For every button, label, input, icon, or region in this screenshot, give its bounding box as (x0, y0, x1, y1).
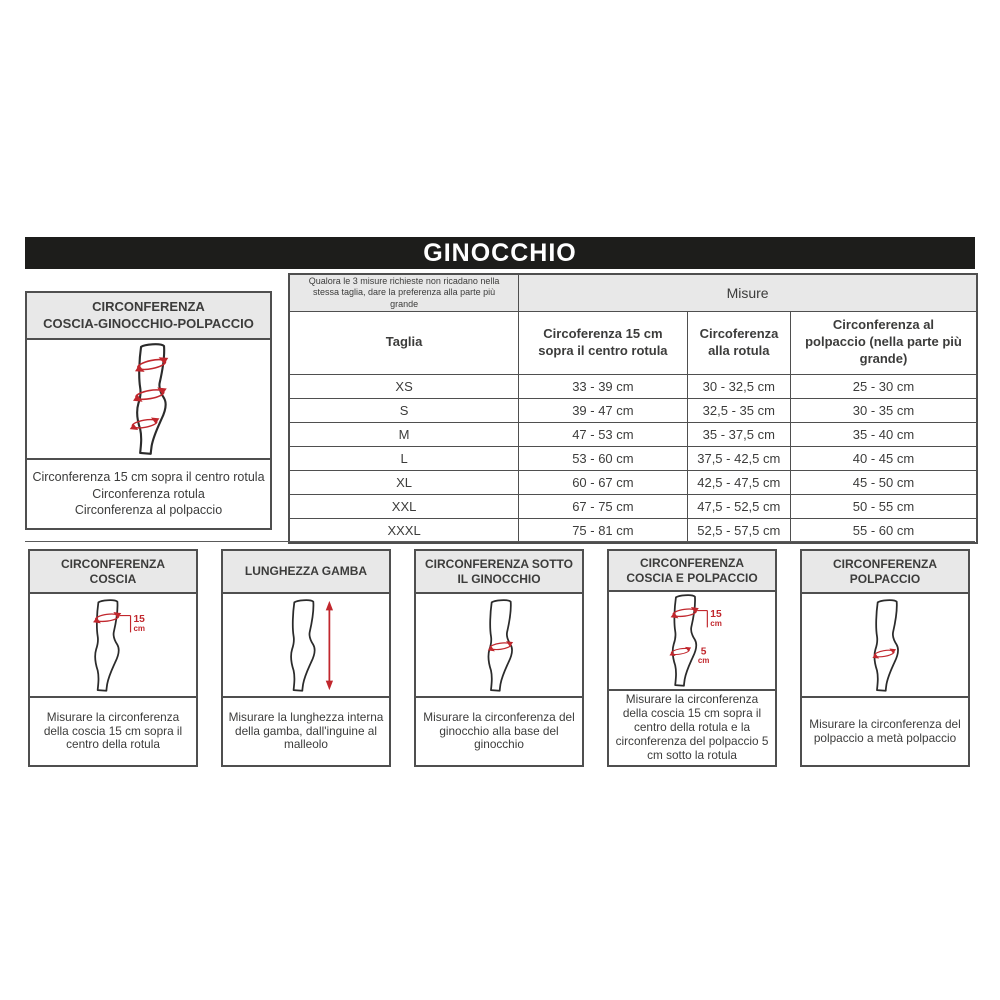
panel-title-line: COSCIA (89, 571, 137, 586)
measurement-label: 5 (700, 646, 707, 658)
value-cell: 39 - 47 cm (519, 398, 687, 422)
value-cell: 67 - 75 cm (519, 494, 687, 518)
value-cell: 42,5 - 47,5 cm (687, 470, 790, 494)
panel-title-line: IL GINOCCHIO (457, 571, 541, 586)
table-row (289, 422, 977, 446)
value-cell: 37,5 - 42,5 cm (687, 446, 790, 470)
value-cell: 47,5 - 52,5 cm (687, 494, 790, 518)
length-arrow (326, 600, 333, 689)
caption-line: Circonferenza 15 cm sopra il centro rotula (32, 469, 265, 484)
left-panel-title-line1: CIRCONFERENZA (92, 298, 205, 314)
size-table-container (288, 273, 978, 544)
value-cell: 35 - 40 cm (790, 422, 977, 446)
column-header-circ-polpaccio: Circonferenza al polpaccio (nella parte più grande) (790, 311, 977, 374)
panel-title (802, 551, 968, 594)
size-table (288, 273, 978, 544)
value-cell: 45 - 50 cm (790, 470, 977, 494)
panel-figure (802, 594, 968, 698)
size-cell: XS (289, 374, 519, 398)
value-cell: 55 - 60 cm (790, 518, 977, 543)
value-cell: 50 - 55 cm (790, 494, 977, 518)
measure-bracket (697, 611, 707, 628)
value-cell: 60 - 67 cm (519, 470, 687, 494)
panel-title (223, 551, 389, 594)
size-cell: XXXL (289, 518, 519, 543)
caption-line: Circonferenza al polpaccio (74, 503, 223, 518)
value-cell: 25 - 30 cm (790, 374, 977, 398)
column-header-circ-rotula: Circoferenza alla rotula (687, 311, 790, 374)
value-cell: 35 - 37,5 cm (687, 422, 790, 446)
value-cell: 33 - 39 cm (519, 374, 687, 398)
panel-title-line: COSCIA E POLPACCIO (626, 570, 758, 585)
measurement-unit: cm (133, 623, 146, 633)
page-title: GINOCCHIO (423, 238, 577, 267)
leg-illustration (69, 598, 157, 693)
measure-bracket (120, 615, 131, 632)
value-cell: 75 - 81 cm (519, 518, 687, 543)
left-panel-figure (27, 340, 270, 460)
panel-title-line: CIRCONFERENZA (61, 557, 165, 572)
value-cell: 40 - 45 cm (790, 446, 977, 470)
panel-description: Misurare la circonferenza della coscia 15 cm sopra il centro della rotula (43, 709, 183, 752)
value-cell: 47 - 53 cm (519, 422, 687, 446)
table-row (289, 470, 977, 494)
table-note: Qualora le 3 misure richieste non ricadano nella stessa taglia, dare la preferenza alla parte più grande (289, 274, 519, 311)
section-divider (25, 541, 975, 542)
panel-title-line: CIRCONFERENZA SOTTO (424, 557, 573, 572)
leg-illustration (262, 598, 350, 693)
panel-description: Misurare la circonferenza del polpaccio a metà polpaccio (809, 716, 961, 745)
measure-panel-polpaccio (800, 549, 970, 767)
value-cell: 30 - 35 cm (790, 398, 977, 422)
measure-panel-lunghezza-gamba (221, 549, 391, 767)
size-cell: M (289, 422, 519, 446)
panel-title-line: CIRCONFERENZA (833, 557, 937, 572)
table-row (289, 518, 977, 543)
measure-panel-coscia-polpaccio (607, 549, 777, 767)
measure-panel-coscia (28, 549, 198, 767)
value-cell: 53 - 60 cm (519, 446, 687, 470)
column-header-circ-sopra-rotula: Circoferenza 15 cm sopra il centro rotula (519, 311, 687, 374)
size-cell: XL (289, 470, 519, 494)
panel-figure (223, 594, 389, 698)
panel-description: Misurare la circonferenza della coscia 15 cm sopra il centro della rotula e la circonferenza del polpaccio 5 cm sotto la rotula (615, 692, 769, 763)
column-header-taglia: Taglia (289, 311, 519, 374)
size-cell: XXL (289, 494, 519, 518)
table-row (289, 398, 977, 422)
leg-illustration (648, 593, 736, 688)
measurement-label: 15 (710, 609, 722, 621)
panel-title-line: LUNGHEZZA GAMBA (244, 564, 368, 579)
panel-description: Misurare la lunghezza interna della gamba, dall'inguine al malleolo (228, 709, 384, 752)
header-bar (25, 237, 975, 269)
measurement-label: 15 (133, 613, 145, 625)
panel-title-line: POLPACCIO (849, 571, 921, 586)
leg-illustration (96, 340, 202, 458)
value-cell: 32,5 - 35 cm (687, 398, 790, 422)
value-cell: 52,5 - 57,5 cm (687, 518, 790, 543)
table-row (289, 494, 977, 518)
panel-figure (416, 594, 582, 698)
caption-line: Circonferenza rotula (92, 486, 205, 501)
leg-illustration (841, 598, 929, 693)
table-row (289, 374, 977, 398)
left-panel-title-line2: COSCIA-GINOCCHIO-POLPACCIO (43, 315, 254, 331)
panel-description: Misurare la circonferenza del ginocchio alla base del ginocchio (423, 709, 575, 752)
left-panel-title (27, 293, 270, 340)
size-cell: L (289, 446, 519, 470)
left-panel-caption (27, 460, 270, 528)
panel-figure (30, 594, 196, 698)
measure-panels-row (28, 549, 970, 767)
measurement-unit: cm (710, 619, 722, 629)
panel-title (416, 551, 582, 594)
panel-figure (609, 592, 775, 691)
measurement-unit: cm (697, 656, 710, 666)
table-row (289, 446, 977, 470)
panel-title (609, 551, 775, 592)
panel-title-line: CIRCONFERENZA (640, 556, 744, 571)
panel-title (30, 551, 196, 594)
leg-illustration (455, 598, 543, 693)
value-cell: 30 - 32,5 cm (687, 374, 790, 398)
table-group-header: Misure (519, 274, 977, 311)
left-measures-panel (25, 291, 272, 530)
measure-panel-sotto-ginocchio (414, 549, 584, 767)
size-cell: S (289, 398, 519, 422)
